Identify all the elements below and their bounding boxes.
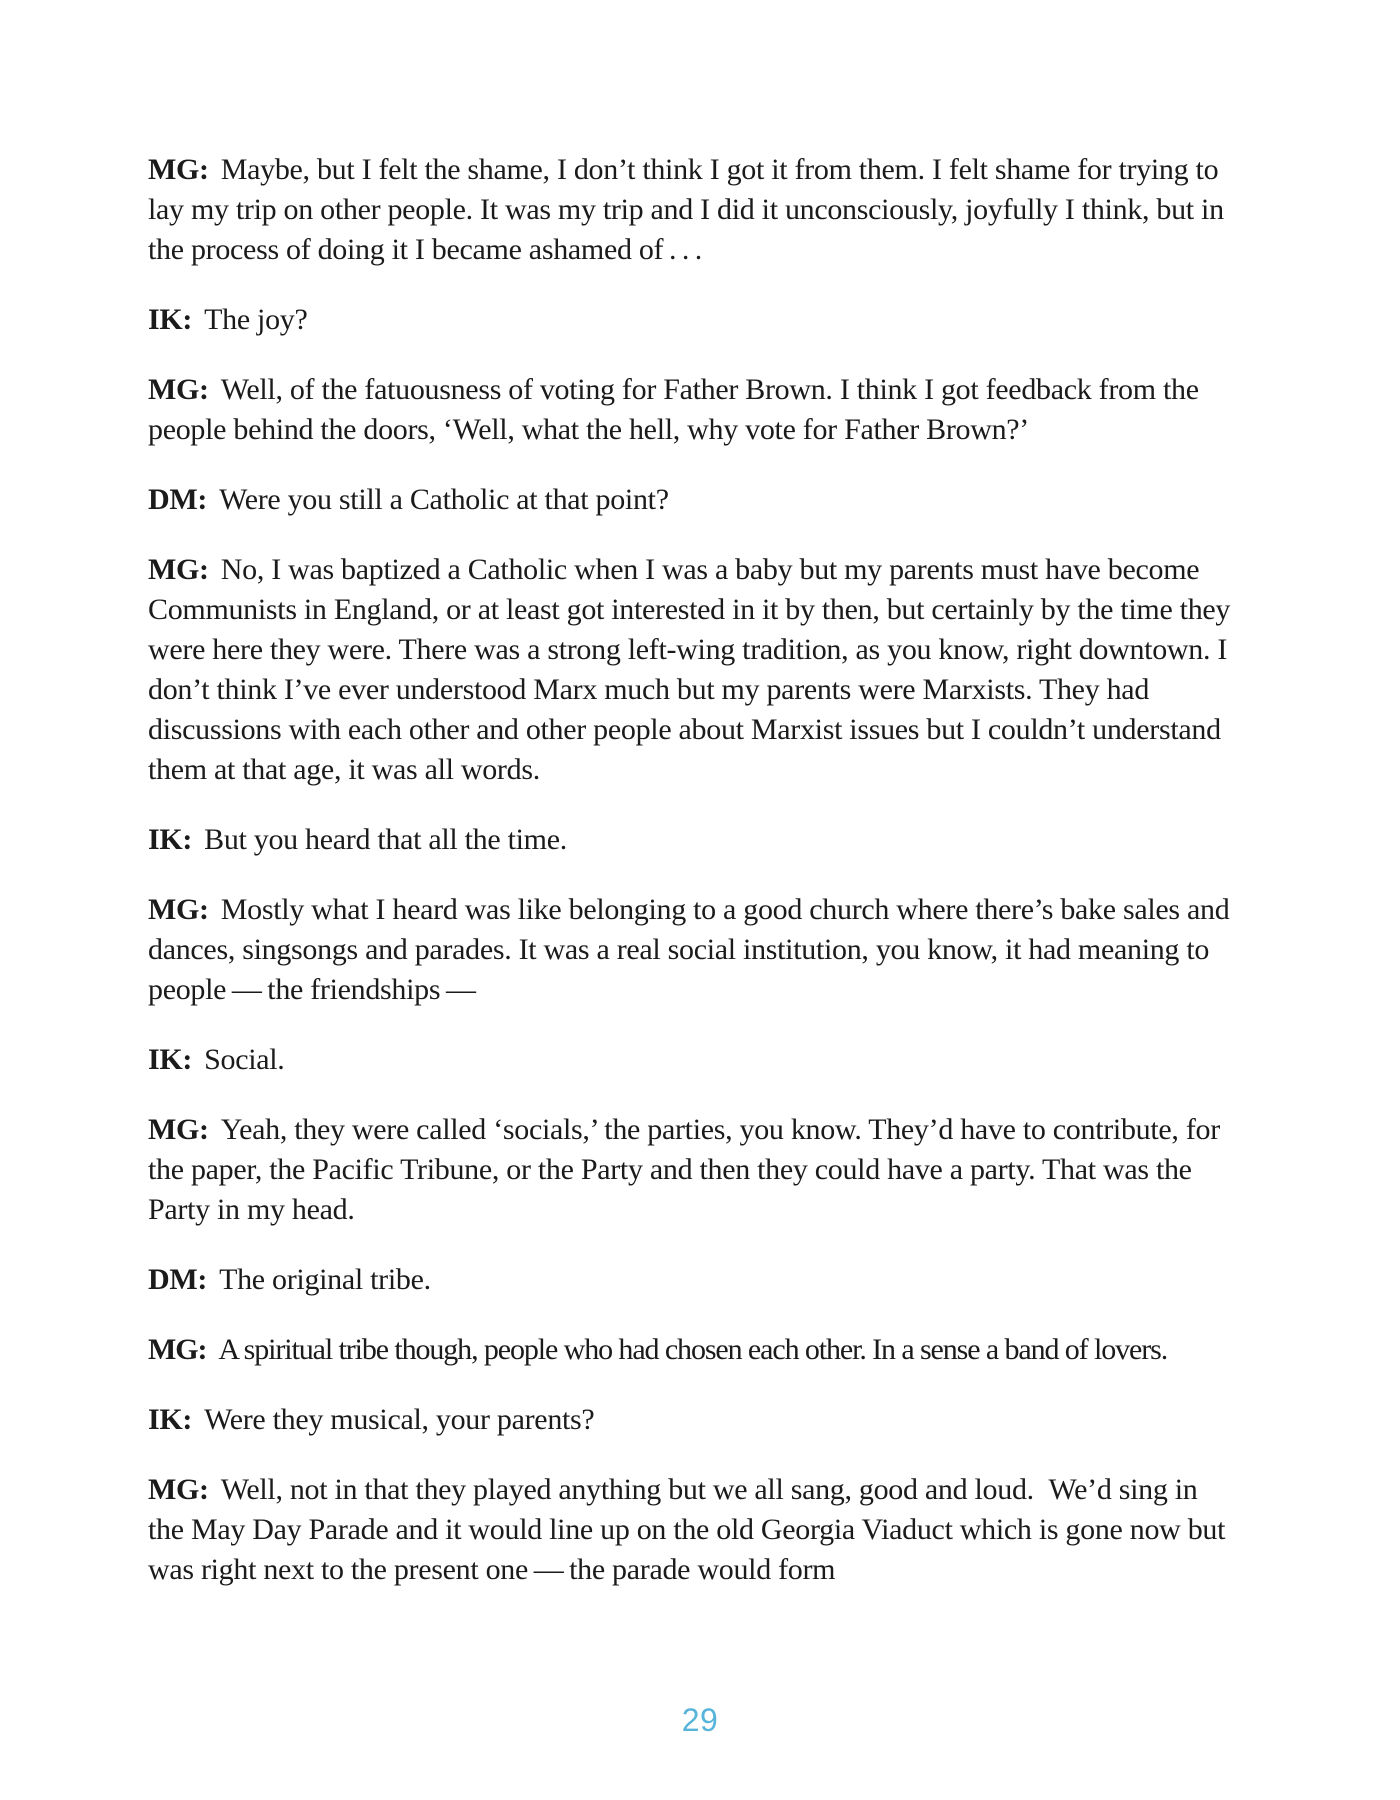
- speech-text: Well, not in that they played anything but we all sang, good and loud. We’d sing in the May Day Parade and it would line up on the old Georgia Viaduct which is gone now but was right next to the present one — the parade would form: [148, 1473, 1226, 1586]
- speech-text: The joy?: [204, 303, 308, 336]
- speech-text: A spiritual tribe though, people who had chosen each other. In a sense a band of lovers.: [218, 1333, 1168, 1366]
- speaker-label: MG:: [148, 1333, 207, 1366]
- speech-text: Well, of the fatuousness of voting for Father Brown. I think I got feedback from the people behind the doors, ‘Well, what the hell, why vote for Father Brown?’: [148, 373, 1199, 446]
- speaker-label: MG:: [148, 1113, 209, 1146]
- speech-text: Maybe, but I felt the shame, I don’t think I got it from them. I felt shame for trying to lay my trip on other people. It was my trip and I did it unconsciously, joyfully I think, but in the process of doing it I became ashamed of . . .: [148, 153, 1224, 266]
- speaker-label: IK:: [148, 303, 193, 336]
- speech-text: Were you still a Catholic at that point?: [219, 483, 669, 516]
- speaker-label: IK:: [148, 1043, 193, 1076]
- speech-text: Were they musical, your parents?: [204, 1403, 595, 1436]
- transcript-paragraph: [148, 150, 1240, 270]
- speaker-label: MG:: [148, 893, 209, 926]
- transcript-paragraph: [148, 370, 1240, 450]
- speaker-label: MG:: [148, 1473, 209, 1506]
- speaker-label: DM:: [148, 1263, 208, 1296]
- speech-text: No, I was baptized a Catholic when I was a baby but my parents must have become Communists in England, or at least got interested in it by then, but certainly by the time they were here they were. There was a strong left-wing tradition, as you know, right downtown. I don’t think I’ve ever understood Marx much but my parents were Marxists. They had discussions with each other and other people about Marxist issues but I couldn’t understand them at that age, it was all words.: [148, 553, 1231, 786]
- speech-text: But you heard that all the time.: [204, 823, 567, 856]
- transcript-paragraph: [148, 550, 1240, 790]
- transcript-paragraph: [148, 300, 1240, 340]
- transcript-body: [148, 150, 1240, 1590]
- speaker-label: DM:: [148, 483, 208, 516]
- transcript-paragraph: [148, 480, 1240, 520]
- transcript-paragraph: [148, 1400, 1240, 1440]
- speaker-label: MG:: [148, 153, 209, 186]
- transcript-paragraph: [148, 1110, 1240, 1230]
- transcript-paragraph: [148, 1330, 1240, 1370]
- speech-text: Yeah, they were called ‘socials,’ the parties, you know. They’d have to contribute, for the paper, the Pacific Tribune, or the Party and then they could have a party. That was the Party in my head.: [148, 1113, 1220, 1226]
- speaker-label: MG:: [148, 373, 209, 406]
- transcript-paragraph: [148, 1260, 1240, 1300]
- speech-text: Social.: [204, 1043, 285, 1076]
- speech-text: The original tribe.: [219, 1263, 431, 1296]
- transcript-paragraph: [148, 820, 1240, 860]
- speaker-label: MG:: [148, 553, 209, 586]
- page-number: 29: [681, 1702, 719, 1738]
- transcript-paragraph: [148, 1470, 1240, 1590]
- page-footer: [0, 1700, 1400, 1740]
- speech-text: Mostly what I heard was like belonging to a good church where there’s bake sales and dances, singsongs and parades. It was a real social institution, you know, it had meaning to people — the friendships —: [148, 893, 1230, 1006]
- transcript-paragraph: [148, 890, 1240, 1010]
- speaker-label: IK:: [148, 823, 193, 856]
- speaker-label: IK:: [148, 1403, 193, 1436]
- transcript-paragraph: [148, 1040, 1240, 1080]
